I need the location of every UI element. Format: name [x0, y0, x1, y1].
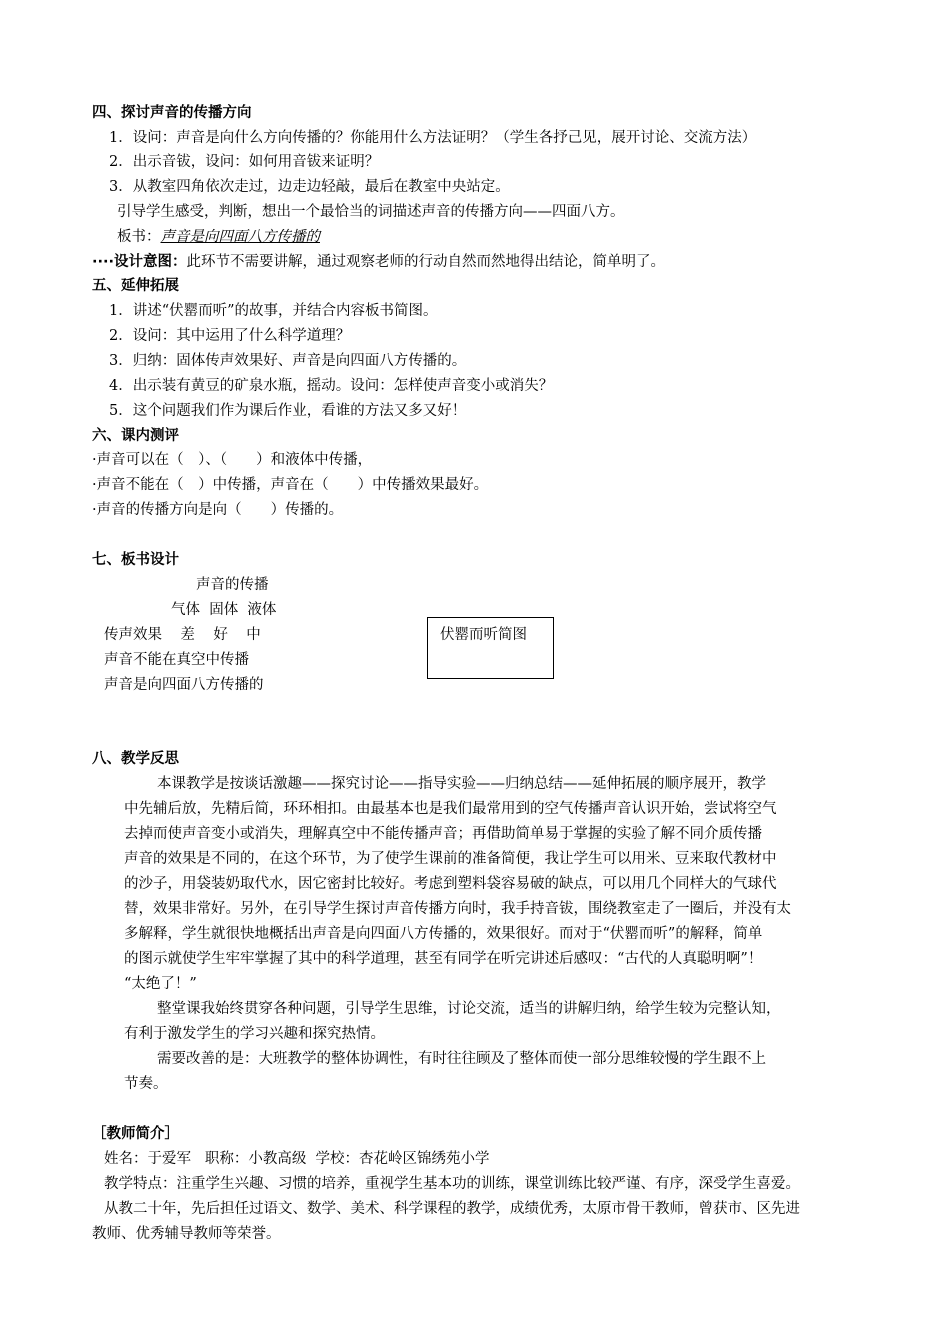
teacher-features: 教学特点：注重学生兴趣、习惯的培养，重视学生基本功的训练，课堂训练比较严谨、有序，深受学生喜爱。 — [104, 1176, 800, 1192]
board-label: 板书： — [117, 229, 161, 245]
section5-item-4: 4．出示装有黄豆的矿泉水瓶，摇动。设问：怎样使声音变小或消失？ — [109, 378, 554, 394]
reflection-p1-line-3: 去掉而使声音变小或消失，理解真空中不能传播声音；再借助简单易于掌握的实验了解不同介质传播 — [124, 826, 762, 842]
section5-item-5: 5．这个问题我们作为课后作业，看谁的方法又多又好！ — [109, 403, 467, 419]
reflection-p2-line-2: 有利于激发学生的学习兴趣和探究热情。 — [124, 1026, 385, 1042]
quiz-item-3: ·声音的传播方向是向（ ）传播的。 — [92, 502, 344, 518]
section4-item-3: 3．从教室四角依次走过，边走边轻敲，最后在教室中央站定。 — [109, 179, 510, 195]
diagram-box — [427, 617, 554, 679]
section5-item-3: 3．归纳：固体传声效果好、声音是向四面八方传播的。 — [109, 353, 467, 369]
board-row-vacuum: 声音不能在真空中传播 — [104, 652, 249, 668]
reflection-p1-line-9: “太绝了！” — [124, 976, 197, 992]
teacher-career-line-1: 从教二十年，先后担任过语文、数学、美术、科学课程的教学，成绩优秀，太原市骨干教师，曾获市、区先进 — [104, 1201, 800, 1217]
section8-heading: 八、教学反思 — [92, 751, 179, 767]
board-title: 声音的传播 — [196, 577, 269, 593]
quiz-item-1: ·声音可以在（ ）、（ ）和液体中传播， — [92, 452, 373, 468]
section7-heading: 七、板书设计 — [92, 552, 179, 568]
section4-guide: 引导学生感受，判断，想出一个最恰当的词描述声音的传播方向——四面八方。 — [117, 204, 625, 220]
teacher-career-line-2: 教师、优秀辅导教师等荣誉。 — [92, 1226, 281, 1242]
design-label: ····设计意图： — [92, 254, 187, 270]
teacher-heading: ［教师简介］ — [92, 1126, 179, 1142]
section4-board — [117, 227, 320, 249]
section4-heading: 四、探讨声音的传播方向 — [92, 105, 252, 121]
reflection-p1-line-8: 的图示就使学生牢牢掌握了其中的科学道理，甚至有同学在听完讲述后感叹：“古代的人真聪明啊”！ — [124, 951, 763, 967]
diagram-box-label: 伏罂而听简图 — [440, 627, 527, 643]
board-columns: 气体 固体 液体 — [171, 602, 277, 618]
reflection-p2-line-1: 整堂课我始终贯穿各种问题，引导学生思维，讨论交流，适当的讲解归纳，给学生较为完整认知， — [157, 1001, 781, 1017]
section4-design — [92, 252, 665, 274]
section5-heading: 五、延伸拓展 — [92, 278, 179, 294]
reflection-p3-line-1: 需要改善的是：大班教学的整体协调性，有时往往顾及了整体而使一部分思维较慢的学生跟不上 — [157, 1051, 766, 1067]
quiz-item-2: ·声音不能在（ ）中传播，声音在（ ）中传播效果最好。 — [92, 477, 489, 493]
reflection-p1-line-1: 本课教学是按谈话激趣——探究讨论——指导实验——归纳总结——延伸拓展的顺序展开，教学 — [157, 776, 766, 792]
reflection-p1-line-6: 替，效果非常好。另外，在引导学生探讨声音传播方向时，我手持音钹，围绕教室走了一圈后，并没有太 — [124, 901, 791, 917]
section5-item-2: 2．设问：其中运用了什么科学道理？ — [109, 328, 351, 344]
reflection-p1-line-5: 的沙子，用袋装奶取代水，因它密封比较好。考虑到塑料袋容易破的缺点，可以用几个同样大的气球代 — [124, 876, 777, 892]
teacher-info: 姓名：于爱军 职称：小教高级 学校：杏花岭区锦绣苑小学 — [104, 1151, 490, 1167]
section6-heading: 六、课内测评 — [92, 428, 179, 444]
board-row-direction: 声音是向四面八方传播的 — [104, 677, 264, 693]
section4-item-1: 1．设问：声音是向什么方向传播的？你能用什么方法证明？（学生各抒己见，展开讨论、交流方法） — [109, 130, 757, 146]
section5-item-1: 1．讲述“伏罂而听”的故事，并结合内容板书简图。 — [109, 303, 438, 319]
section4-item-2: 2．出示音钹，设问：如何用音钹来证明？ — [109, 154, 380, 170]
reflection-p1-line-4: 声音的效果是不同的，在这个环节，为了使学生课前的准备简便，我让学生可以用米、豆来取代教材中 — [124, 851, 777, 867]
reflection-p1-line-2: 中先辅后放，先精后简，环环相扣。由最基本也是我们最常用到的空气传播声音认识开始，尝试将空气 — [124, 801, 777, 817]
design-text: 此环节不需要讲解，通过观察老师的行动自然而然地得出结论，简单明了。 — [186, 254, 666, 270]
reflection-p1-line-7: 多解释，学生就很快地概括出声音是向四面八方传播的，效果很好。而对于“伏罂而听”的解释，简单 — [124, 926, 763, 942]
board-row-effect: 传声效果 差 好 中 — [104, 627, 261, 643]
board-text: 声音是向四面八方传播的 — [160, 229, 320, 245]
reflection-p3-line-2: 节奏。 — [124, 1076, 168, 1092]
